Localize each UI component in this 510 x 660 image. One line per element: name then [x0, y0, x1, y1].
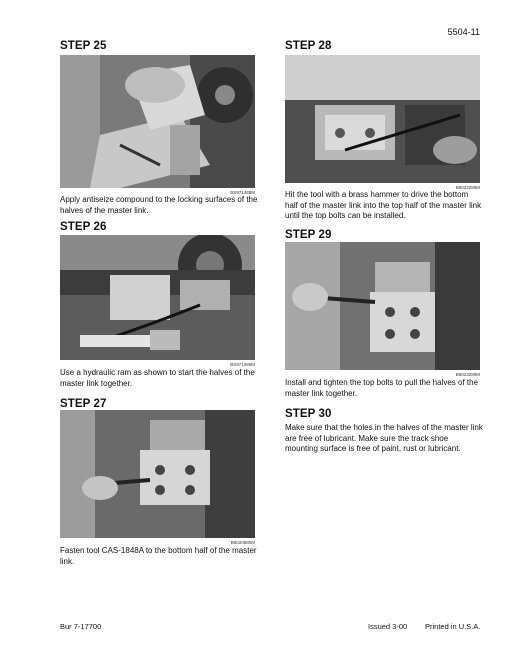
step-29-photo [285, 242, 480, 370]
step-26-title: STEP 26 [60, 221, 107, 233]
step-25-text: Apply antiseize compound to the locking surfaces of the halves of the master link. [60, 195, 258, 215]
footer-document-number: Bur 7-17700 [60, 622, 102, 631]
step-26-photo [60, 235, 255, 360]
step-27-text: Fasten tool CAS-1848A to the bottom half of the master link. [60, 546, 257, 566]
step-27-title: STEP 27 [60, 398, 107, 410]
step-28-title: STEP 28 [285, 40, 332, 52]
page-number: 5504-11 [447, 27, 480, 37]
step-29-text: Install and tighten the top bolts to pull the halves of the master link together. [285, 378, 479, 398]
step-25-figure-code: BS971488M [230, 190, 255, 195]
step-27-photo [60, 410, 255, 538]
step-27-figure-code: B6020880M [230, 540, 255, 545]
step-26-figure-code: BS971489M [230, 362, 255, 367]
step-28-text: Hit the tool with a brass hammer to drive the bottom half of the master link into the top half of the master link until the top bolts can be installed. [285, 190, 482, 220]
step-29-title: STEP 29 [285, 229, 332, 241]
step-28-photo [285, 55, 480, 183]
footer-printed: Printed in U.S.A. [425, 622, 481, 631]
step-30-title: STEP 30 [285, 408, 332, 420]
step-25-title: STEP 25 [60, 40, 107, 52]
step-25-photo [60, 55, 255, 188]
step-30-text: Make sure that the holes in the halves of the master link are free of lubricant. Make sure the track shoe mounting surface is free of paint, rust or lubricant. [285, 423, 483, 453]
footer-issued: Issued 3-00 [368, 622, 408, 631]
step-29-figure-code: B6023289M [455, 372, 480, 377]
step-28-figure-code: B6022289M [455, 185, 480, 190]
step-26-text: Use a hydraulic ram as shown to start the halves of the master link together. [60, 368, 255, 388]
